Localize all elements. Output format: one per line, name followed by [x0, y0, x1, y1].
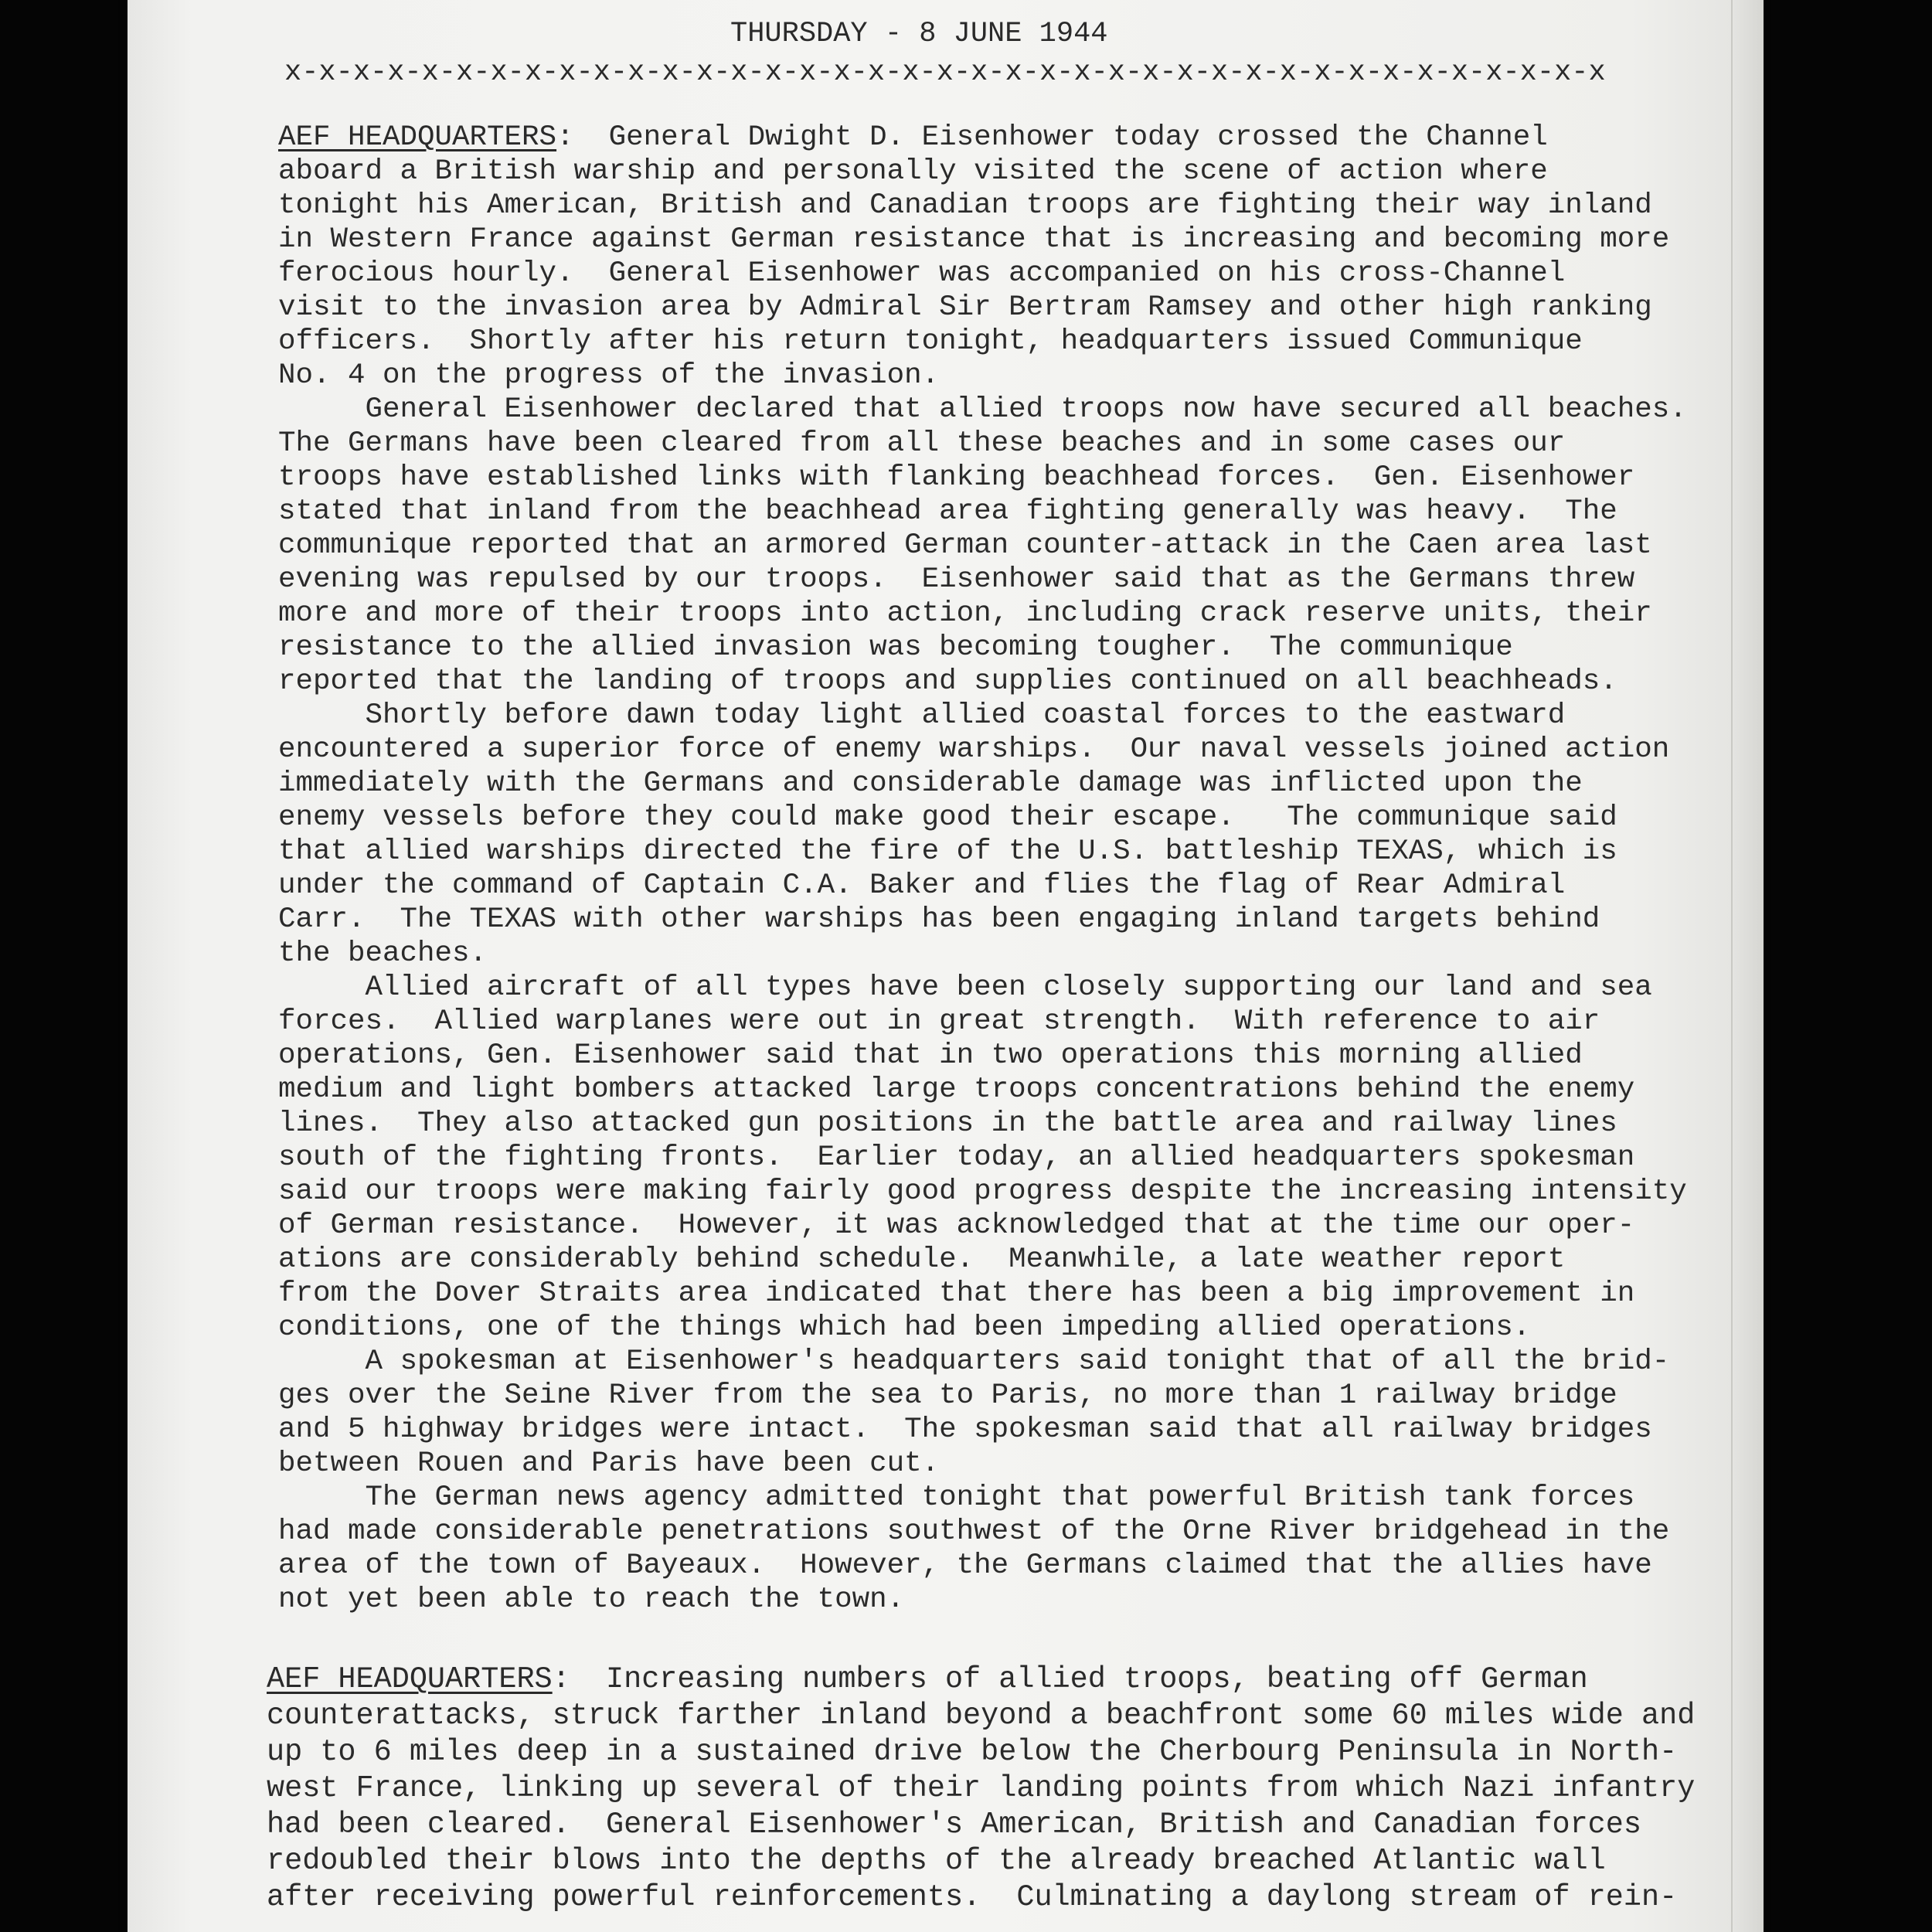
- text-line: [278, 1515, 1687, 1549]
- text-line: [278, 291, 1687, 325]
- text-line: [278, 427, 1687, 461]
- line-text: had been cleared. General Eisenhower's American, British and Canadian forces: [267, 1808, 1641, 1842]
- text-line: [278, 631, 1687, 665]
- text-line: [278, 1005, 1687, 1039]
- line-text: visit to the invasion area by Admiral Sir Bertram Ramsey and other high ranking: [278, 291, 1652, 324]
- line-text: conditions, one of the things which had been impeding allied operations.: [278, 1311, 1531, 1344]
- line-text: west France, linking up several of their landing points from which Nazi infantry: [267, 1771, 1696, 1805]
- text-line: [278, 1277, 1687, 1311]
- line-text: : Increasing numbers of allied troops, beating off German: [552, 1662, 1588, 1696]
- text-line: [278, 393, 1687, 427]
- text-line: [267, 1843, 1695, 1879]
- line-text: : General Dwight D. Eisenhower today crossed the Channel: [556, 121, 1548, 154]
- text-line: [278, 937, 1687, 971]
- line-text: evening was repulsed by our troops. Eisenhower said that as the Germans threw: [278, 563, 1635, 596]
- line-text: the beaches.: [278, 937, 488, 970]
- text-line: [278, 1243, 1687, 1277]
- line-text: had made considerable penetrations southwest of the Orne River bridgehead in the: [278, 1515, 1670, 1548]
- text-line: [278, 1141, 1687, 1175]
- line-text: ges over the Seine River from the sea to Paris, no more than 1 railway bridge: [278, 1379, 1617, 1412]
- text-line: [278, 529, 1687, 563]
- line-text: Shortly before dawn today light allied coastal forces to the eastward: [278, 699, 1566, 732]
- line-text: ferocious hourly. General Eisenhower was accompanied on his cross-Channel: [278, 257, 1566, 290]
- date-heading: THURSDAY - 8 JUNE 1944: [730, 18, 1108, 50]
- line-text: forces. Allied warplanes were out in great strength. With reference to air: [278, 1005, 1600, 1038]
- text-line: [278, 1379, 1687, 1413]
- line-text: said our troops were making fairly good progress despite the increasing intensity: [278, 1175, 1687, 1208]
- text-line: [278, 1583, 1687, 1617]
- text-line: [278, 461, 1687, 495]
- text-line: [278, 1311, 1687, 1345]
- dateline: AEF HEADQUARTERS: [278, 121, 557, 154]
- text-line: [278, 869, 1687, 903]
- text-line: [278, 1209, 1687, 1243]
- line-text: reported that the landing of troops and supplies continued on all beachheads.: [278, 665, 1617, 698]
- line-text: medium and light bombers attacked large troops concentrations behind the enemy: [278, 1073, 1635, 1106]
- line-text: counterattacks, struck farther inland beyond a beachfront some 60 miles wide and: [267, 1699, 1696, 1733]
- line-text: immediately with the Germans and considerable damage was inflicted upon the: [278, 767, 1583, 800]
- line-text: The German news agency admitted tonight that powerful British tank forces: [278, 1481, 1635, 1514]
- text-line: [278, 155, 1687, 189]
- text-line: [278, 257, 1687, 291]
- line-text: officers. Shortly after his return tonight, headquarters issued Communique: [278, 325, 1583, 358]
- text-line: [278, 223, 1687, 257]
- text-line: [278, 1549, 1687, 1583]
- line-text: encountered a superior force of enemy warships. Our naval vessels joined action: [278, 733, 1670, 766]
- line-text: tonight his American, British and Canadian troops are fighting their way inland: [278, 189, 1652, 222]
- line-text: redoubled their blows into the depths of the already breached Atlantic wall: [267, 1844, 1606, 1878]
- line-text: The Germans have been cleared from all these beaches and in some cases our: [278, 427, 1566, 460]
- text-line: [278, 801, 1687, 835]
- text-line: [278, 1481, 1687, 1515]
- line-text: more and more of their troops into action, including crack reserve units, their: [278, 597, 1652, 630]
- text-line: [267, 1734, 1695, 1770]
- line-text: south of the fighting fronts. Earlier today, an allied headquarters spokesman: [278, 1141, 1635, 1174]
- text-line: [278, 189, 1687, 223]
- text-line: [267, 1807, 1695, 1843]
- line-text: that allied warships directed the fire of the U.S. battleship TEXAS, which is: [278, 835, 1617, 868]
- line-text: operations, Gen. Eisenhower said that in two operations this morning allied: [278, 1039, 1583, 1072]
- line-text: General Eisenhower declared that allied troops now have secured all beaches.: [278, 393, 1687, 426]
- line-text: up to 6 miles deep in a sustained drive below the Cherbourg Peninsula in North-: [267, 1735, 1678, 1769]
- text-line: [278, 971, 1687, 1005]
- article-1: [278, 121, 1687, 1617]
- text-line: [267, 1698, 1695, 1734]
- text-line: [278, 121, 1687, 155]
- text-line: [278, 903, 1687, 937]
- line-text: ations are considerably behind schedule. Meanwhile, a late weather report: [278, 1243, 1566, 1276]
- page-stack-edge: [1731, 0, 1764, 1932]
- text-line: [278, 767, 1687, 801]
- line-text: and 5 highway bridges were intact. The spokesman said that all railway bridges: [278, 1413, 1652, 1446]
- text-line: [278, 359, 1687, 393]
- text-line: [278, 325, 1687, 359]
- line-text: communique reported that an armored German counter-attack in the Caen area last: [278, 529, 1652, 562]
- separator-line: x-x-x-x-x-x-x-x-x-x-x-x-x-x-x-x-x-x-x-x-x-x-x-x-x-x-x-x-x-x-x-x-x-x-x-x-x-x-x: [284, 56, 1606, 89]
- line-text: area of the town of Bayeaux. However, the Germans claimed that the allies have: [278, 1549, 1652, 1582]
- line-text: resistance to the allied invasion was becoming tougher. The communique: [278, 631, 1513, 664]
- line-text: not yet been able to reach the town.: [278, 1583, 905, 1616]
- line-text: after receiving powerful reinforcements. Culminating a daylong stream of rein-: [267, 1880, 1678, 1914]
- text-line: [278, 1345, 1687, 1379]
- line-text: between Rouen and Paris have been cut.: [278, 1447, 940, 1480]
- text-line: [278, 1107, 1687, 1141]
- line-text: under the command of Captain C.A. Baker and flies the flag of Rear Admiral: [278, 869, 1566, 902]
- text-line: [278, 597, 1687, 631]
- text-line: [278, 1175, 1687, 1209]
- line-text: No. 4 on the progress of the invasion.: [278, 359, 940, 392]
- text-line: [278, 495, 1687, 529]
- line-text: in Western France against German resistance that is increasing and becoming more: [278, 223, 1670, 256]
- text-line: [278, 1447, 1687, 1481]
- line-text: A spokesman at Eisenhower's headquarters said tonight that of all the brid-: [278, 1345, 1670, 1378]
- text-line: [278, 1073, 1687, 1107]
- dateline: AEF HEADQUARTERS: [267, 1662, 553, 1696]
- text-line: [267, 1770, 1695, 1807]
- text-line: [267, 1879, 1695, 1916]
- line-text: enemy vessels before they could make good their escape. The communique said: [278, 801, 1617, 834]
- text-line: [278, 699, 1687, 733]
- text-line: [278, 733, 1687, 767]
- line-text: troops have established links with flanking beachhead forces. Gen. Eisenhower: [278, 461, 1635, 494]
- line-text: Carr. The TEXAS with other warships has been engaging inland targets behind: [278, 903, 1600, 936]
- text-line: [278, 563, 1687, 597]
- line-text: stated that inland from the beachhead area fighting generally was heavy. The: [278, 495, 1617, 528]
- text-line: [278, 835, 1687, 869]
- article-2: [267, 1662, 1695, 1916]
- line-text: Allied aircraft of all types have been closely supporting our land and sea: [278, 971, 1652, 1004]
- text-line: [278, 1039, 1687, 1073]
- text-line: [278, 665, 1687, 699]
- text-line: [267, 1662, 1695, 1698]
- line-text: aboard a British warship and personally visited the scene of action where: [278, 155, 1548, 188]
- line-text: from the Dover Straits area indicated that there has been a big improvement in: [278, 1277, 1635, 1310]
- line-text: of German resistance. However, it was acknowledged that at the time our oper-: [278, 1209, 1635, 1242]
- text-line: [278, 1413, 1687, 1447]
- line-text: lines. They also attacked gun positions in the battle area and railway lines: [278, 1107, 1617, 1140]
